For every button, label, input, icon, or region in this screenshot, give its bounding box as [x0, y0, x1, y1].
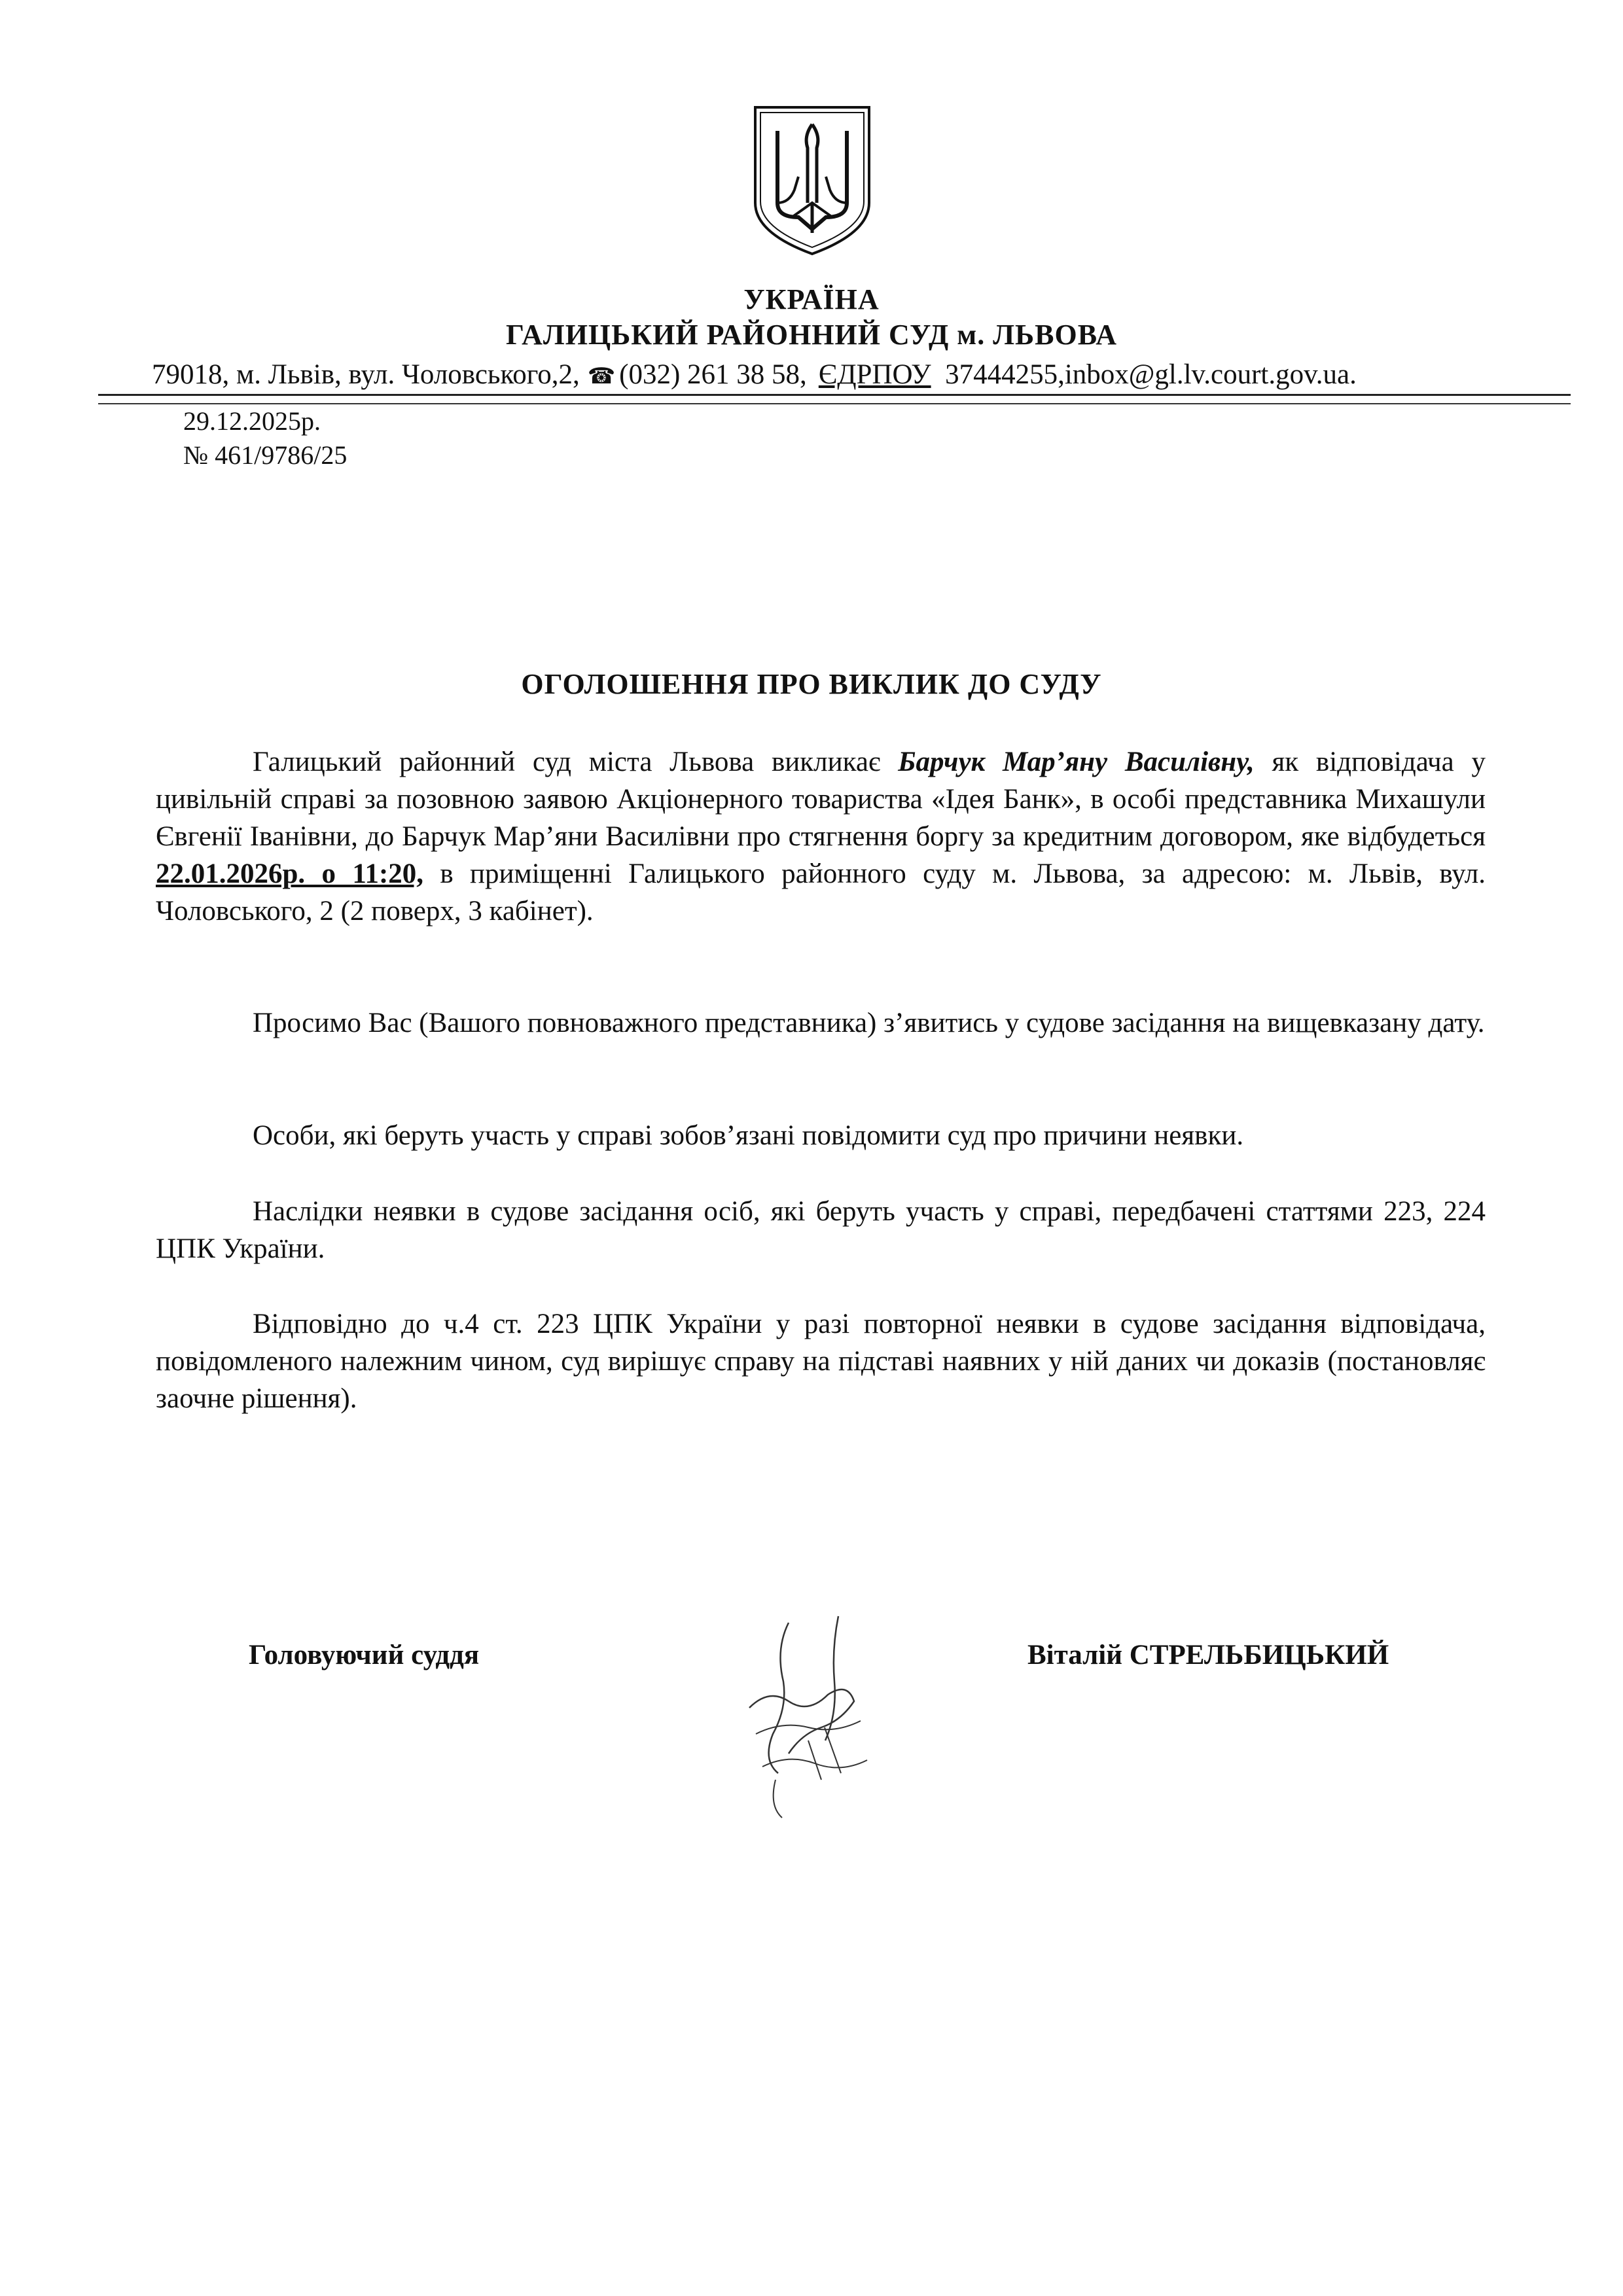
- document-date: 29.12.2025р.: [183, 406, 321, 436]
- summons-details: як відповідача у цивільній справі за позовною заявою Акціонерного товариства «Ідея Банк», в особі представника Михашули Євгенії Іванівни, до Барчук Мар’яни Василівни про стягнення боргу за кредитним договором, яке відбудеться: [156, 747, 1486, 852]
- court-contacts: [152, 359, 1357, 391]
- hearing-datetime: 22.01.2026р. о 11:20,: [156, 858, 424, 889]
- edrpou-label: ЄДРПОУ: [818, 359, 931, 390]
- summons-location: в приміщенні Галицького районного суду м. Львова, за адресою: м. Львів, вул. Чоловського, 2 (2 поверх, 3 кабінет).: [156, 858, 1486, 927]
- judge-role: Головуючий суддя: [249, 1640, 480, 1670]
- defendant-name: Барчук Мар’яну Василівну,: [898, 747, 1255, 777]
- handwritten-signature: [710, 1610, 887, 1826]
- paragraph-default-judgment: Відповідно до ч.4 ст. 223 ЦПК України у разі повторної неявки в судове засідання відповідача, повідомленого належним чином, суд вирішує справу на підставі наявних у ній даних чи доказів (постановляє заочне рішення).: [156, 1309, 1486, 1414]
- edrpou-and-email: 37444255,inbox@gl.lv.court.gov.ua.: [945, 359, 1357, 390]
- header-divider-thin: [98, 403, 1571, 404]
- header-divider: [98, 394, 1571, 396]
- court-address: 79018, м. Львів, вул. Чоловського,2,: [152, 359, 580, 390]
- court-name-heading: ГАЛИЦЬКИЙ РАЙОННИЙ СУД м. ЛЬВОВА: [505, 319, 1118, 351]
- case-number: № 461/9786/25: [183, 440, 348, 470]
- paragraph-request: Просимо Вас (Вашого повноважного представника) з’явитись у судове засідання на вищевказану дату.: [253, 1008, 1485, 1038]
- document-title: ОГОЛОШЕННЯ ПРО ВИКЛИК ДО СУДУ: [521, 668, 1102, 700]
- paragraph-absence-notice: Особи, які беруть участь у справі зобов’язані повідомити суд про причини неявки.: [253, 1120, 1244, 1151]
- summons-intro: Галицький районний суд міста Львова викликає: [253, 747, 899, 777]
- paragraph-summons: [156, 743, 1486, 930]
- judge-name: Віталій СТРЕЛЬБИЦЬКИЙ: [1027, 1640, 1389, 1670]
- paragraph-consequences: Наслідки неявки в судове засідання осіб, які беруть участь у справі, передбачені статтями 223, 224 ЦПК України.: [156, 1196, 1486, 1264]
- court-phone: (032) 261 38 58,: [619, 359, 807, 390]
- country-heading: УКРАЇНА: [743, 283, 880, 315]
- telephone-icon: ☎: [587, 364, 616, 389]
- trident-emblem-icon: [751, 105, 873, 256]
